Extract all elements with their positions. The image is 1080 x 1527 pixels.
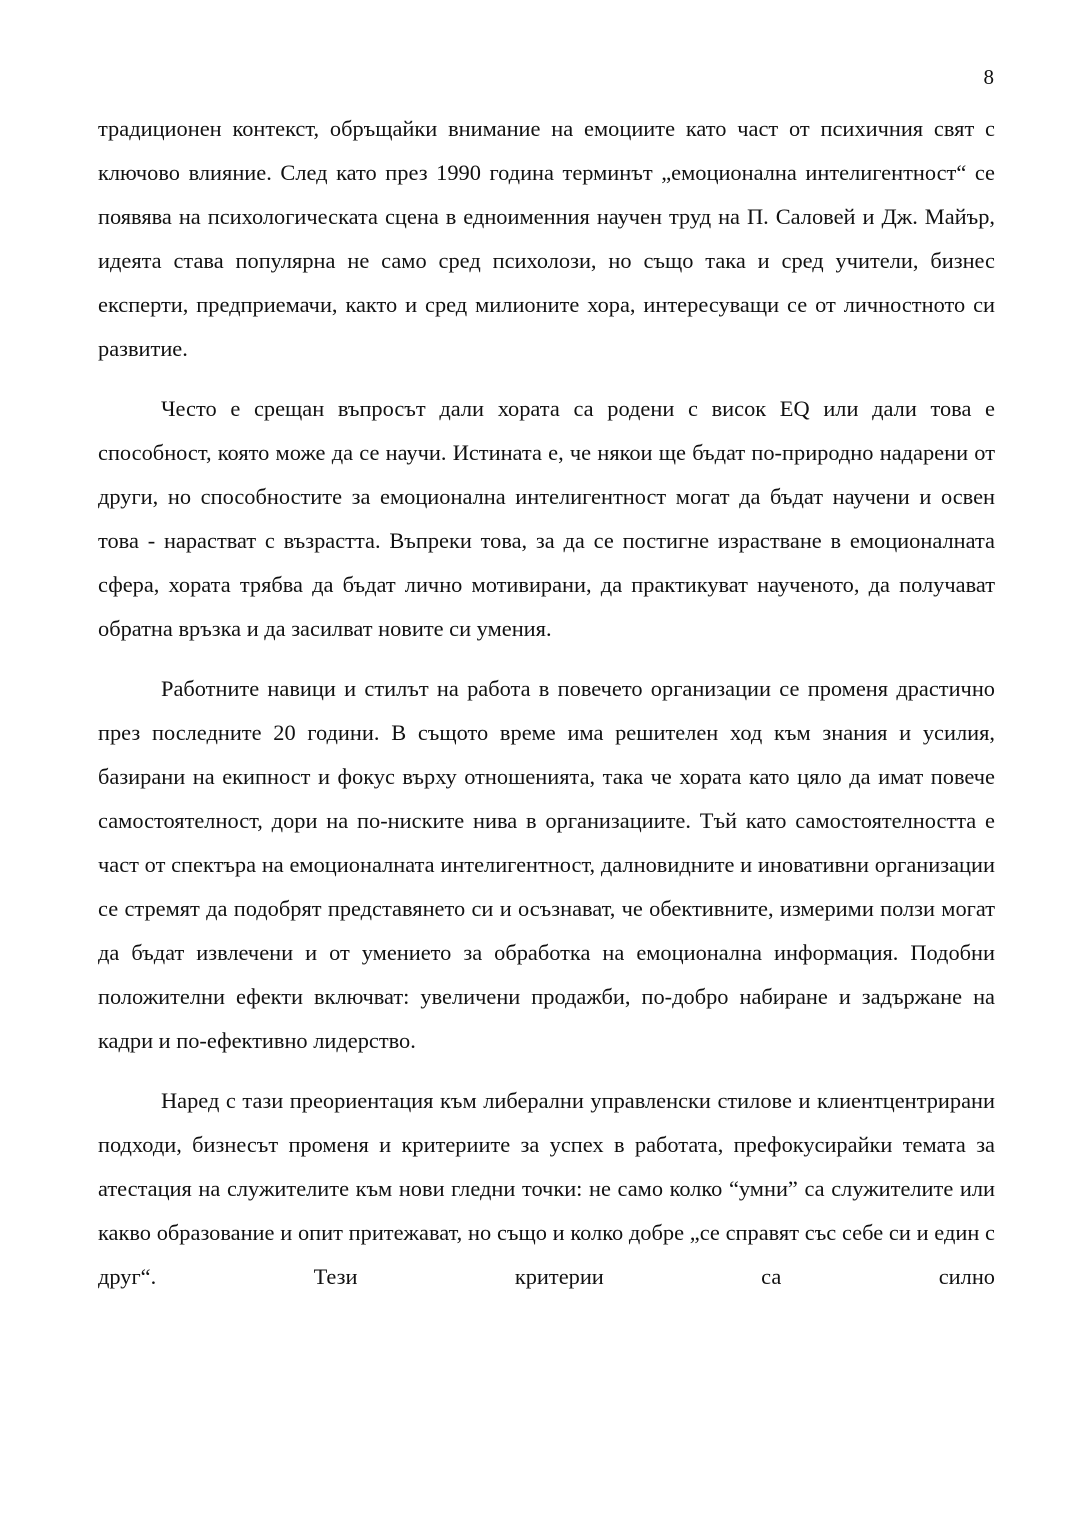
page-number: 8: [983, 65, 994, 89]
paragraph-reorientation: Наред с тази преориентация към либерални управленски стилове и клиентцентрирани подходи, бизнесът променя и критериите за успех в работата, префокусирайки темата за атестация на служителите към нови гледни точки: не само колко “умни” са служителите или какво образование и опит притежават, но също и колко добре „се справят със себе си и един с друг“. Тези критерии са силно: [98, 1088, 995, 1289]
paragraph-work-habits: Работните навици и стилът на работа в повечето организации се променя драстично през последните 20 години. В същото време има решителен ход към знания и усилия, базирани на екипност и фокус върху отношенията, така че хората като цяло да имат повече самостоятелност, дори на по-ниските нива в организациите. Тъй като самостоятелността е част от спектъра на емоционалната интелигентност, далновидните и иновативни организации се стремят да подобрят представянето си и осъзнават, че обективните, измерими ползи могат да бъдат извлечени и от умението за обработка на емоционална информация. Подобни положителни ефекти включват: увеличени продажби, по-добро набиране и задържане на кадри и по-ефективно лидерство.: [98, 676, 995, 1053]
paragraph-continuation: традиционен контекст, обръщайки внимание на емоциите като част от психичния свят с ключово влияние. След като през 1990 година терминът „емоционална интелигентност“ се появява на психологическата сцена в едноименния научен труд на П. Саловей и Дж. Майър, идеята става популярна не само сред психолози, но също така и сред учители, бизнес експерти, предприемачи, както и сред милионите хора, интересуващи се от личностното си развитие.: [98, 116, 995, 361]
body-text: [98, 107, 995, 1315]
paragraph-eq-question: Често е срещан въпросът дали хората са родени с висок EQ или дали това е способност, която може да се научи. Истината е, че някои ще бъдат по-природно надарени от други, но способностите за емоционална интелигентност могат да бъдат научени и освен това - нарастват с възрастта. Въпреки това, за да се постигне израстване в емоционалната сфера, хората трябва да бъдат лично мотивирани, да практикуват наученото, да получават обратна връзка и да засилват новите си умения.: [98, 396, 995, 641]
